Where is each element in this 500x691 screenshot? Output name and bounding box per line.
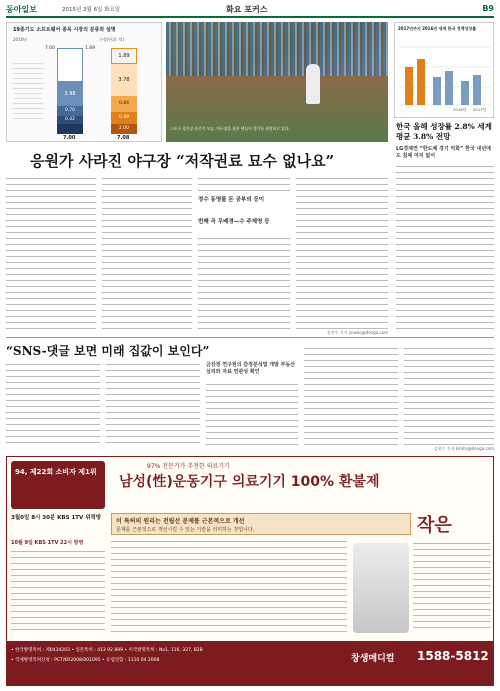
ad-left-heading: 3월0일 8시 30분 KBS 1TV 위력방 (11, 515, 102, 521)
bar-segment: 0.42 (57, 116, 83, 124)
bar-segment: 0.49 (111, 112, 137, 124)
infographic-right-label: 수정(단위: 억) (99, 37, 125, 42)
infographic-title: 19종기도 소프트웨어 종목 시장의 분류와 설명 (13, 27, 116, 33)
advertisement (6, 456, 494, 686)
ad-phone[interactable]: 1588-5812 (417, 649, 489, 663)
right-column-text (396, 166, 494, 330)
bar-segment: 3.78 (111, 64, 137, 96)
ad-banner-line1: 이 특허의 원리는 전립선 문제를 근본적으로 개선 (116, 518, 245, 525)
mid-subheading-1: 정수 동영를 돈 공부의 등이 (198, 197, 265, 203)
ad-product-image (353, 543, 409, 633)
chart-bar (461, 81, 469, 105)
bar-segment: 2.00 (111, 124, 137, 134)
stadium-photo (166, 22, 388, 142)
stadium-stands (166, 22, 388, 76)
article-column-4 (296, 178, 388, 330)
bar-segment: 0.70 (57, 106, 83, 116)
bar-segment: 0.84 (111, 96, 137, 112)
infographic-top-right-value: 1.89 (85, 46, 96, 51)
article-column-1 (6, 178, 96, 330)
mid-subheading-2: 번째 곡 무배경—수 주제영 등 (198, 219, 270, 225)
right-headline: 한국 올해 성장률 2.8% 세계평균 3.8% 전망 (396, 122, 492, 141)
bottom-subheadline: 금감정 연구원의 감정분석법 개발 부동산 심리와 자료 연관성 확인 (206, 362, 296, 375)
page-number: B9 (482, 4, 494, 13)
story2-column-3 (206, 384, 298, 446)
infographic-left-label: 2010년 (13, 37, 28, 42)
byline-2: 김현수 기자 kimhs@donga.com (433, 446, 494, 451)
ad-right-text (413, 543, 491, 633)
story2-column-1 (6, 364, 100, 446)
infographic-bottom-right: 7.08 (117, 135, 130, 141)
story2-column-2 (106, 364, 200, 446)
ad-badge (11, 461, 105, 509)
bar-segment (57, 48, 83, 82)
bar-segment (57, 124, 83, 134)
ad-top-tag: 97% 전문가가 추천한 의료기기 (147, 463, 230, 470)
infographic-side-label (13, 63, 43, 123)
chart-bar (445, 71, 453, 105)
right-chart-title: 2017년까지 2016년 세계 한국 정책성장률 (398, 26, 477, 31)
chart-legend-1: 2016년 (453, 107, 467, 112)
bar-segment: 1.89 (111, 48, 137, 64)
newspaper-logo: 동아일보 (6, 5, 37, 14)
ad-left-sub: 10월 9일 KBS 1TV 22시 방영 (11, 540, 84, 546)
section-divider (6, 337, 494, 338)
bottom-headline: “SNS-댓글 보면 미래 집값이 보인다” (6, 344, 210, 358)
photo-caption: 스포츠 경기장 관중석 모습. 야구장을 찾은 팬들이 경기를 관람하고 있다. (170, 126, 290, 131)
masthead (6, 4, 494, 18)
stacked-bar-right (111, 48, 137, 134)
ad-footer-line2: • 국제발명특허신청 : PCT/KR2008/001095 • 유럽연합 : 1110 04 2008 (11, 658, 160, 663)
ad-banner (111, 513, 411, 535)
bar-segment: 3.98 (57, 82, 83, 106)
chart-bar (417, 59, 425, 105)
ad-footer-brand: 창생메디컬 (351, 654, 395, 664)
ad-small-word: 작은 (417, 515, 452, 536)
ad-badge-text: 94, 제22회 소비자 제1위 (15, 468, 97, 476)
right-subheadline: LG경제연 “한도체 경기 악화” 한국 내년에도 침체 여지 없어 (396, 146, 492, 159)
field-area (166, 76, 388, 142)
issue-date: 2015년 3월 6일 화요일 (62, 7, 121, 13)
ad-banner-line2: 문제를 근본적으로 개선시킬 수 있는 기술을 의미하는 것입니다. (116, 527, 255, 533)
right-bar-chart (399, 37, 491, 107)
ad-footer-line1: • 한국발명특허 : 제0434203 • 일본특허 : 413 92 899 • 미국발명특허 : No1, 116, 327, B2B (11, 648, 203, 653)
player-figure (306, 64, 320, 104)
infographic (6, 22, 162, 142)
article-column-3a (198, 178, 290, 194)
section-title: 화요 포커스 (226, 5, 268, 14)
chart-bar (433, 77, 441, 105)
chart-legend-2: 2017년 (473, 107, 487, 112)
chart-bar (473, 75, 481, 105)
ad-footer (7, 641, 493, 685)
main-headline: 응원가 사라진 야구장 “저작권료 묘수 없나요” (30, 152, 335, 170)
article-column-2 (102, 178, 192, 330)
byline-1: 송진우 기자 jinwoo@donga.com (326, 330, 388, 335)
infographic-bottom-left: 7.00 (63, 135, 76, 141)
ad-mid-text (111, 541, 347, 633)
infographic-top-left-value: 7.00 (45, 46, 56, 51)
story2-column-5 (404, 348, 494, 446)
stacked-bar-left (57, 48, 83, 134)
story2-column-4 (304, 348, 398, 446)
ad-left-text (11, 551, 105, 633)
article-column-3b (198, 238, 290, 330)
ad-brand: 남성(性)운동기구 의료기기 100% 환불제 (119, 474, 380, 490)
right-chart-box (394, 22, 494, 118)
chart-bar (405, 67, 413, 105)
